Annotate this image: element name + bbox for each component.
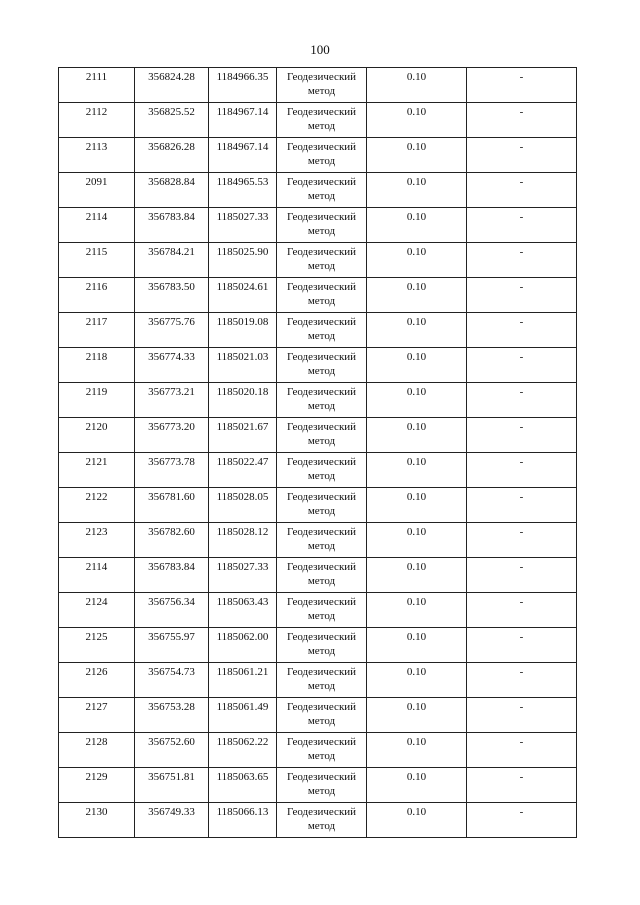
point-number-cell: 2117: [59, 313, 135, 348]
note-cell: -: [467, 523, 577, 558]
note-cell: -: [467, 208, 577, 243]
note-cell: -: [467, 663, 577, 698]
method-cell: Геодезический метод: [277, 593, 367, 628]
method-cell: Геодезический метод: [277, 278, 367, 313]
table-row: [59, 663, 577, 698]
x-coordinate-cell: 356754.73: [135, 663, 209, 698]
accuracy-cell: 0.10: [367, 698, 467, 733]
table-row: [59, 488, 577, 523]
x-coordinate-cell: 356774.33: [135, 348, 209, 383]
table-row: [59, 173, 577, 208]
note-cell: -: [467, 348, 577, 383]
x-coordinate-cell: 356753.28: [135, 698, 209, 733]
point-number-cell: 2126: [59, 663, 135, 698]
y-coordinate-cell: 1185027.33: [209, 208, 277, 243]
y-coordinate-cell: 1185019.08: [209, 313, 277, 348]
accuracy-cell: 0.10: [367, 173, 467, 208]
method-cell: Геодезический метод: [277, 488, 367, 523]
table-row: [59, 278, 577, 313]
note-cell: -: [467, 138, 577, 173]
y-coordinate-cell: 1185063.65: [209, 768, 277, 803]
table-row: [59, 208, 577, 243]
x-coordinate-cell: 356756.34: [135, 593, 209, 628]
method-cell: Геодезический метод: [277, 138, 367, 173]
accuracy-cell: 0.10: [367, 348, 467, 383]
point-number-cell: 2119: [59, 383, 135, 418]
y-coordinate-cell: 1185061.49: [209, 698, 277, 733]
point-number-cell: 2120: [59, 418, 135, 453]
y-coordinate-cell: 1185025.90: [209, 243, 277, 278]
method-cell: Геодезический метод: [277, 313, 367, 348]
point-number-cell: 2116: [59, 278, 135, 313]
table-row: [59, 383, 577, 418]
note-cell: -: [467, 313, 577, 348]
note-cell: -: [467, 103, 577, 138]
accuracy-cell: 0.10: [367, 628, 467, 663]
point-number-cell: 2121: [59, 453, 135, 488]
y-coordinate-cell: 1185062.00: [209, 628, 277, 663]
method-cell: Геодезический метод: [277, 68, 367, 103]
y-coordinate-cell: 1184967.14: [209, 138, 277, 173]
y-coordinate-cell: 1185020.18: [209, 383, 277, 418]
y-coordinate-cell: 1185061.21: [209, 663, 277, 698]
accuracy-cell: 0.10: [367, 733, 467, 768]
y-coordinate-cell: 1185021.03: [209, 348, 277, 383]
method-cell: Геодезический метод: [277, 243, 367, 278]
table-row: [59, 803, 577, 838]
method-cell: Геодезический метод: [277, 523, 367, 558]
x-coordinate-cell: 356781.60: [135, 488, 209, 523]
y-coordinate-cell: 1185028.05: [209, 488, 277, 523]
y-coordinate-cell: 1185063.43: [209, 593, 277, 628]
x-coordinate-cell: 356825.52: [135, 103, 209, 138]
table-row: [59, 733, 577, 768]
y-coordinate-cell: 1185028.12: [209, 523, 277, 558]
accuracy-cell: 0.10: [367, 593, 467, 628]
method-cell: Геодезический метод: [277, 208, 367, 243]
accuracy-cell: 0.10: [367, 768, 467, 803]
point-number-cell: 2118: [59, 348, 135, 383]
point-number-cell: 2113: [59, 138, 135, 173]
x-coordinate-cell: 356752.60: [135, 733, 209, 768]
page-number: 100: [310, 42, 330, 57]
y-coordinate-cell: 1185066.13: [209, 803, 277, 838]
accuracy-cell: 0.10: [367, 103, 467, 138]
x-coordinate-cell: 356773.21: [135, 383, 209, 418]
table-row: [59, 68, 577, 103]
x-coordinate-cell: 356783.50: [135, 278, 209, 313]
accuracy-cell: 0.10: [367, 803, 467, 838]
accuracy-cell: 0.10: [367, 278, 467, 313]
table-row: [59, 138, 577, 173]
table-row: [59, 103, 577, 138]
table-row: [59, 698, 577, 733]
note-cell: -: [467, 173, 577, 208]
method-cell: Геодезический метод: [277, 103, 367, 138]
x-coordinate-cell: 356773.78: [135, 453, 209, 488]
method-cell: Геодезический метод: [277, 453, 367, 488]
y-coordinate-cell: 1184966.35: [209, 68, 277, 103]
x-coordinate-cell: 356782.60: [135, 523, 209, 558]
y-coordinate-cell: 1185022.47: [209, 453, 277, 488]
y-coordinate-cell: 1185024.61: [209, 278, 277, 313]
accuracy-cell: 0.10: [367, 488, 467, 523]
coordinates-table: [58, 67, 577, 838]
accuracy-cell: 0.10: [367, 138, 467, 173]
note-cell: -: [467, 278, 577, 313]
x-coordinate-cell: 356755.97: [135, 628, 209, 663]
table-row: [59, 628, 577, 663]
point-number-cell: 2114: [59, 558, 135, 593]
table-row: [59, 523, 577, 558]
x-coordinate-cell: 356783.84: [135, 558, 209, 593]
point-number-cell: 2124: [59, 593, 135, 628]
note-cell: -: [467, 628, 577, 663]
point-number-cell: 2115: [59, 243, 135, 278]
accuracy-cell: 0.10: [367, 383, 467, 418]
method-cell: Геодезический метод: [277, 768, 367, 803]
accuracy-cell: 0.10: [367, 68, 467, 103]
point-number-cell: 2114: [59, 208, 135, 243]
note-cell: -: [467, 558, 577, 593]
point-number-cell: 2129: [59, 768, 135, 803]
accuracy-cell: 0.10: [367, 663, 467, 698]
method-cell: Геодезический метод: [277, 698, 367, 733]
point-number-cell: 2112: [59, 103, 135, 138]
point-number-cell: 2130: [59, 803, 135, 838]
x-coordinate-cell: 356773.20: [135, 418, 209, 453]
table-row: [59, 768, 577, 803]
note-cell: -: [467, 733, 577, 768]
accuracy-cell: 0.10: [367, 208, 467, 243]
point-number-cell: 2111: [59, 68, 135, 103]
method-cell: Геодезический метод: [277, 803, 367, 838]
x-coordinate-cell: 356828.84: [135, 173, 209, 208]
note-cell: -: [467, 698, 577, 733]
x-coordinate-cell: 356751.81: [135, 768, 209, 803]
note-cell: -: [467, 418, 577, 453]
method-cell: Геодезический метод: [277, 558, 367, 593]
y-coordinate-cell: 1185021.67: [209, 418, 277, 453]
accuracy-cell: 0.10: [367, 453, 467, 488]
coordinates-table-body: [59, 68, 577, 838]
point-number-cell: 2091: [59, 173, 135, 208]
note-cell: -: [467, 488, 577, 523]
table-row: [59, 418, 577, 453]
y-coordinate-cell: 1185027.33: [209, 558, 277, 593]
note-cell: -: [467, 768, 577, 803]
note-cell: -: [467, 803, 577, 838]
accuracy-cell: 0.10: [367, 243, 467, 278]
accuracy-cell: 0.10: [367, 313, 467, 348]
x-coordinate-cell: 356749.33: [135, 803, 209, 838]
table-row: [59, 243, 577, 278]
accuracy-cell: 0.10: [367, 523, 467, 558]
table-row: [59, 453, 577, 488]
note-cell: -: [467, 383, 577, 418]
method-cell: Геодезический метод: [277, 383, 367, 418]
accuracy-cell: 0.10: [367, 558, 467, 593]
method-cell: Геодезический метод: [277, 733, 367, 768]
method-cell: Геодезический метод: [277, 663, 367, 698]
method-cell: Геодезический метод: [277, 173, 367, 208]
x-coordinate-cell: 356783.84: [135, 208, 209, 243]
x-coordinate-cell: 356826.28: [135, 138, 209, 173]
method-cell: Геодезический метод: [277, 628, 367, 663]
point-number-cell: 2123: [59, 523, 135, 558]
note-cell: -: [467, 243, 577, 278]
note-cell: -: [467, 453, 577, 488]
table-row: [59, 593, 577, 628]
point-number-cell: 2128: [59, 733, 135, 768]
method-cell: Геодезический метод: [277, 348, 367, 383]
y-coordinate-cell: 1185062.22: [209, 733, 277, 768]
point-number-cell: 2127: [59, 698, 135, 733]
point-number-cell: 2122: [59, 488, 135, 523]
table-row: [59, 348, 577, 383]
x-coordinate-cell: 356784.21: [135, 243, 209, 278]
y-coordinate-cell: 1184967.14: [209, 103, 277, 138]
x-coordinate-cell: 356775.76: [135, 313, 209, 348]
note-cell: -: [467, 593, 577, 628]
note-cell: -: [467, 68, 577, 103]
table-row: [59, 558, 577, 593]
y-coordinate-cell: 1184965.53: [209, 173, 277, 208]
point-number-cell: 2125: [59, 628, 135, 663]
method-cell: Геодезический метод: [277, 418, 367, 453]
table-row: [59, 313, 577, 348]
accuracy-cell: 0.10: [367, 418, 467, 453]
x-coordinate-cell: 356824.28: [135, 68, 209, 103]
